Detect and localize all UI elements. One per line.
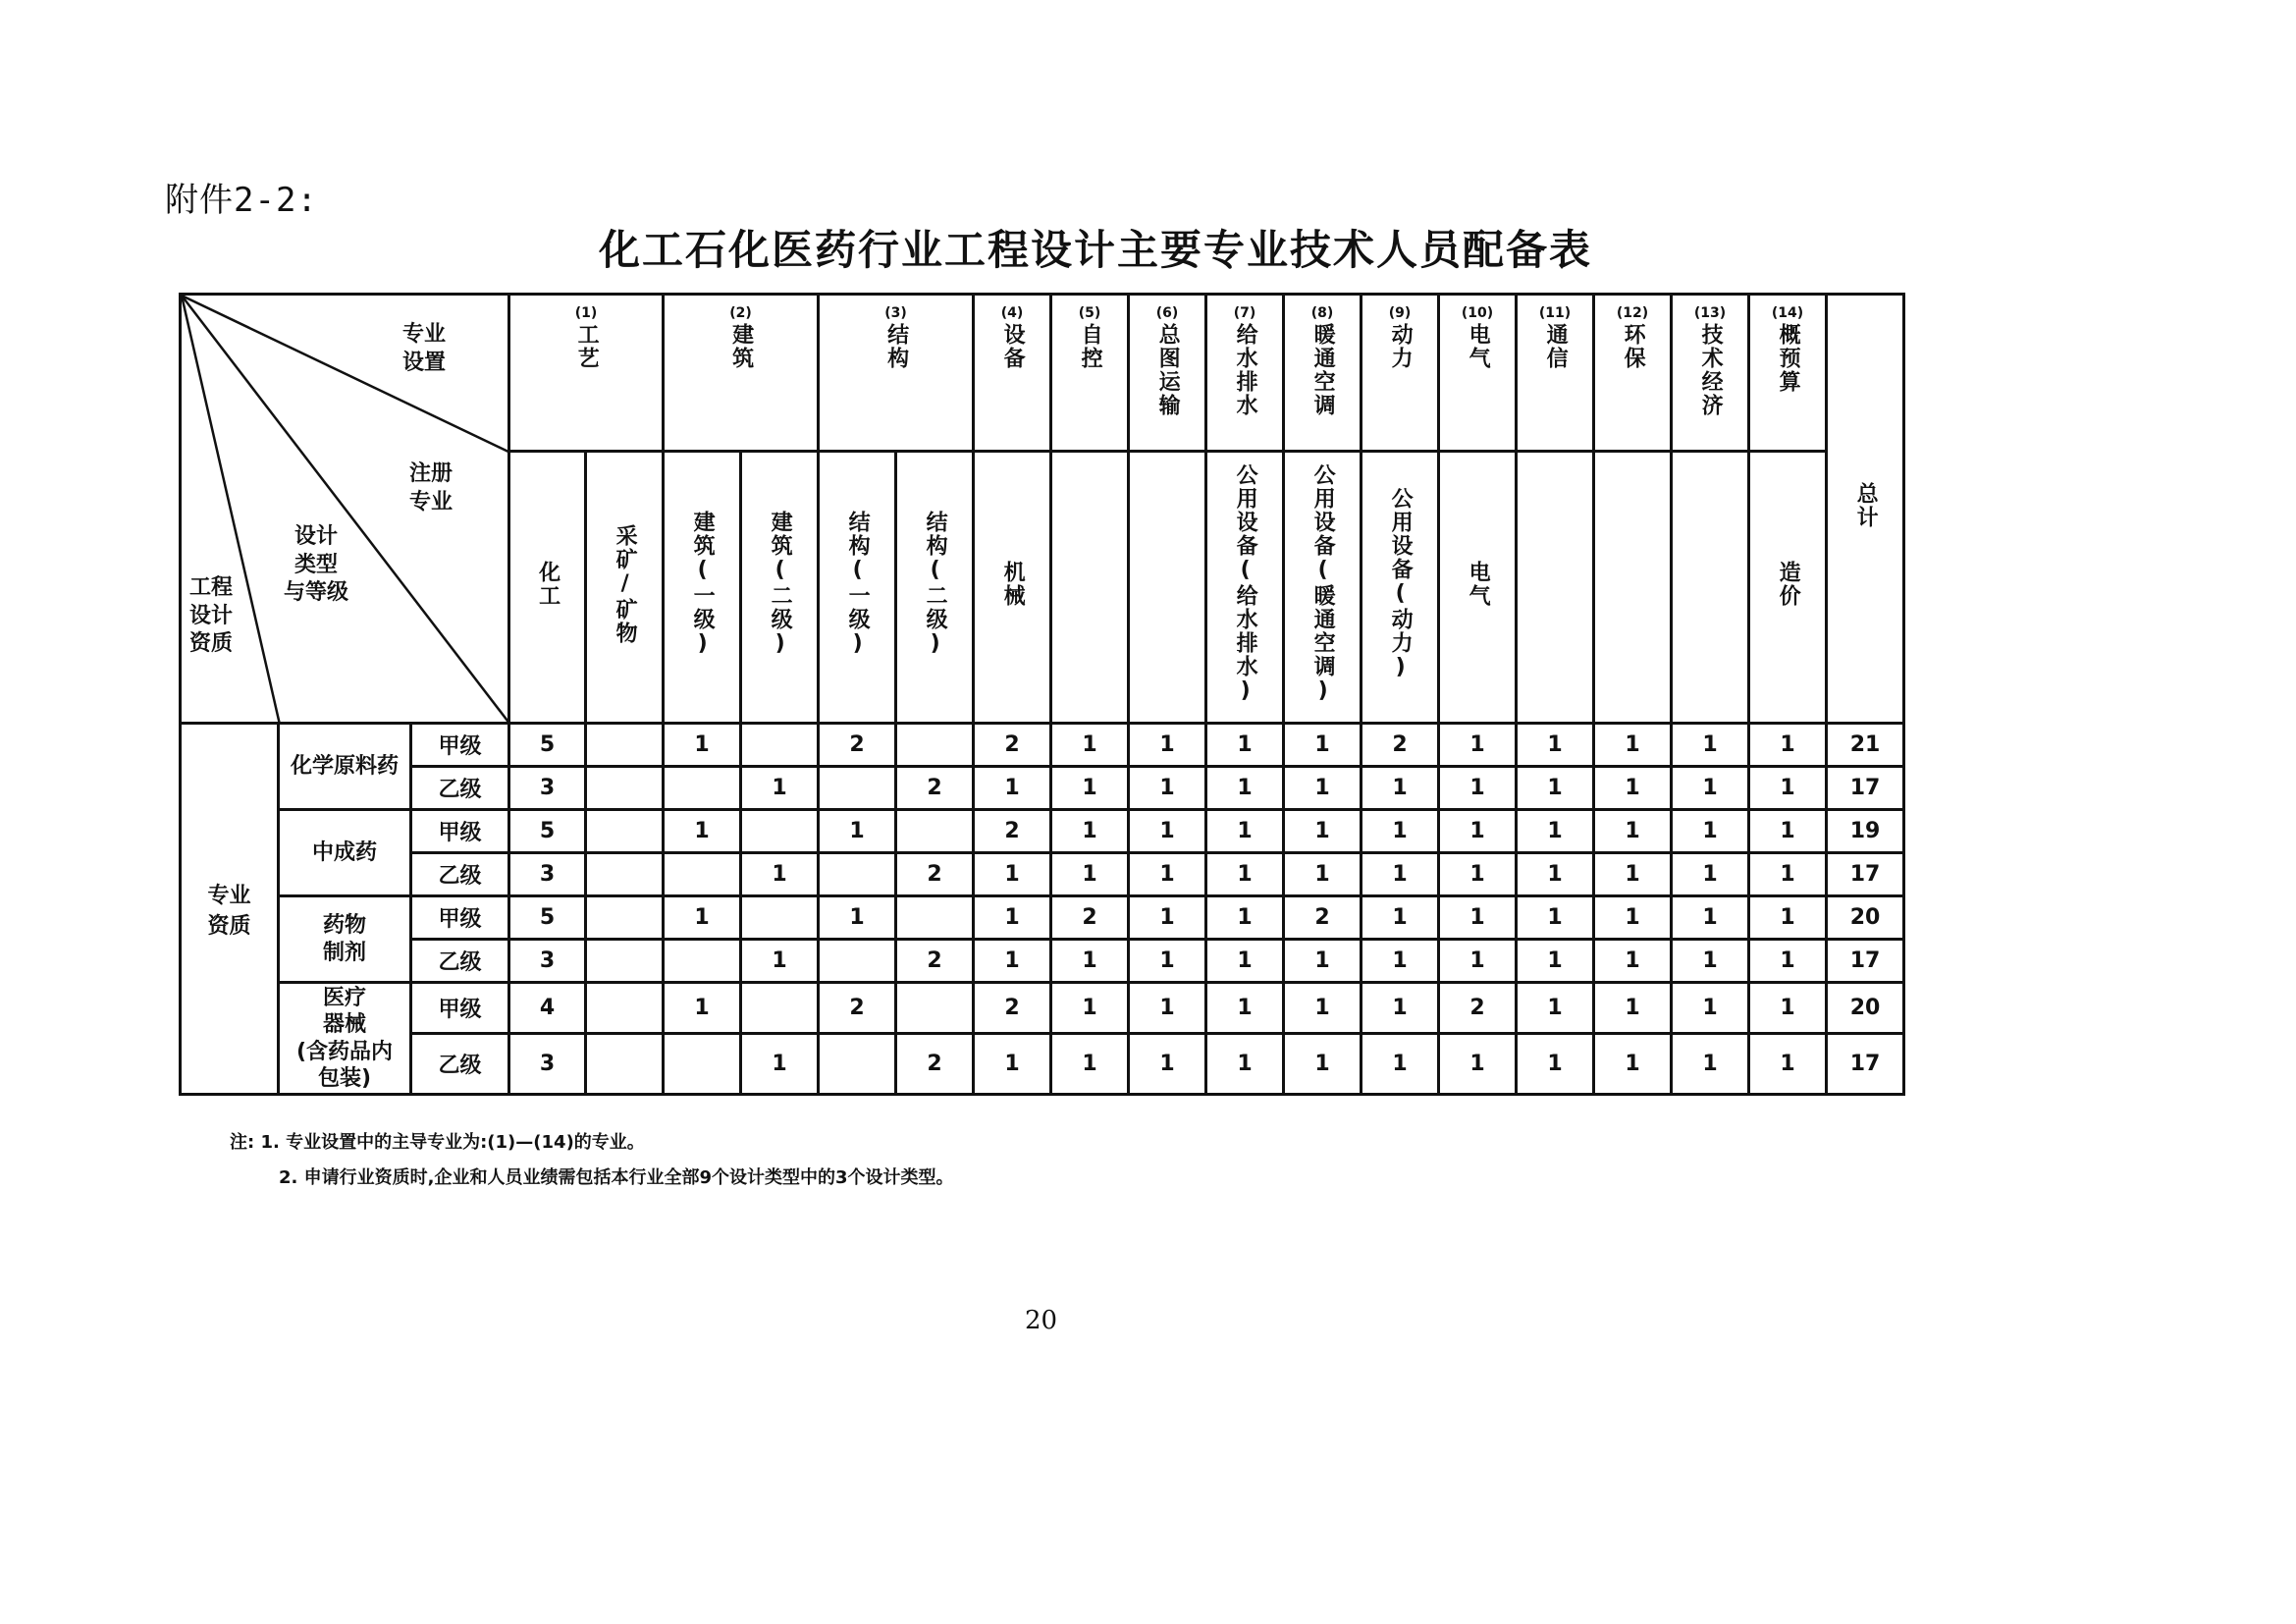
- table-row: [181, 1034, 1904, 1095]
- value-cell: 1: [1206, 940, 1284, 983]
- registered-header-15: [1594, 452, 1672, 724]
- specialty-name: 概预算: [1776, 323, 1801, 394]
- value-cell: 1: [1594, 853, 1672, 896]
- value-cell: 5: [509, 896, 586, 940]
- value-cell: 1: [974, 896, 1051, 940]
- registered-header-4: 建筑(二级): [741, 452, 819, 724]
- value-cell: 2: [974, 983, 1051, 1034]
- table-row: [181, 853, 1904, 896]
- specialty-header-4: [974, 295, 1051, 452]
- value-cell: [741, 810, 819, 853]
- value-cell: 1: [1672, 940, 1749, 983]
- value-cell: 3: [509, 940, 586, 983]
- value-cell: 5: [509, 724, 586, 767]
- grade-cell: 甲级: [411, 724, 509, 767]
- label-specialty-setting: 专业 设置: [402, 322, 447, 375]
- value-cell: 1: [1749, 853, 1827, 896]
- total-header: 总计: [1827, 295, 1904, 724]
- value-cell: 1: [1206, 810, 1284, 853]
- specialty-number: (8): [1310, 305, 1334, 321]
- label-engineering-design-qualification: 工程 设计 资质: [189, 575, 234, 657]
- value-cell: 1: [1594, 724, 1672, 767]
- value-cell: [819, 1034, 896, 1095]
- grade-cell: 甲级: [411, 810, 509, 853]
- registered-header-3: 建筑(一级): [664, 452, 741, 724]
- specialty-header-8: [1284, 295, 1362, 452]
- value-cell: 2: [974, 724, 1051, 767]
- value-cell: 2: [1051, 896, 1129, 940]
- specialty-name: 环保: [1621, 323, 1646, 370]
- registered-header-10: 公用设备(给水排水): [1206, 452, 1284, 724]
- value-cell: 1: [1594, 940, 1672, 983]
- specialty-number: (2): [729, 305, 752, 321]
- value-cell: [664, 1034, 741, 1095]
- specialty-header-11: [1517, 295, 1594, 452]
- specialty-header-1: [509, 295, 664, 452]
- notes: [230, 1125, 954, 1196]
- specialty-header-9: [1362, 295, 1439, 452]
- registered-header-16: [1672, 452, 1749, 724]
- value-cell: [586, 1034, 664, 1095]
- value-cell: 1: [1594, 767, 1672, 810]
- grade-cell: 乙级: [411, 1034, 509, 1095]
- specialty-number: (4): [1000, 305, 1024, 321]
- total-cell: 21: [1827, 724, 1904, 767]
- value-cell: 4: [509, 983, 586, 1034]
- value-cell: 1: [1362, 853, 1439, 896]
- page-number: 20: [1025, 1306, 1058, 1335]
- value-cell: 1: [664, 983, 741, 1034]
- table-row: [181, 896, 1904, 940]
- value-cell: 1: [1672, 853, 1749, 896]
- value-cell: 1: [1672, 810, 1749, 853]
- attachment-label: 附件2-2:: [165, 181, 318, 220]
- registered-header-17: 造价: [1749, 452, 1827, 724]
- value-cell: 2: [896, 1034, 974, 1095]
- value-cell: [664, 767, 741, 810]
- specialty-header-2: [664, 295, 819, 452]
- value-cell: 1: [1439, 940, 1517, 983]
- value-cell: 1: [1517, 767, 1594, 810]
- value-cell: 1: [1749, 983, 1827, 1034]
- value-cell: [586, 767, 664, 810]
- value-cell: [741, 983, 819, 1034]
- specialty-name: 结构: [883, 323, 909, 370]
- value-cell: 1: [1284, 853, 1362, 896]
- specialty-name: 电气: [1466, 323, 1491, 370]
- design-type-cell: 医疗 器械 (含药品内 包装): [279, 983, 411, 1095]
- value-cell: [896, 810, 974, 853]
- value-cell: 1: [1439, 767, 1517, 810]
- total-cell: 17: [1827, 853, 1904, 896]
- value-cell: 1: [1362, 940, 1439, 983]
- registered-header-14: [1517, 452, 1594, 724]
- table-row: [181, 940, 1904, 983]
- registered-header-9: [1129, 452, 1206, 724]
- grade-cell: 乙级: [411, 940, 509, 983]
- specialty-number: (11): [1538, 305, 1572, 321]
- total-cell: 17: [1827, 940, 1904, 983]
- specialty-name: 建筑: [728, 323, 754, 370]
- value-cell: 1: [974, 767, 1051, 810]
- specialty-number: (5): [1078, 305, 1101, 321]
- specialty-number: (9): [1388, 305, 1412, 321]
- value-cell: 1: [1594, 1034, 1672, 1095]
- value-cell: 1: [1749, 940, 1827, 983]
- specialty-name: 动力: [1388, 323, 1414, 370]
- value-cell: [586, 896, 664, 940]
- table-row: [181, 724, 1904, 767]
- value-cell: [664, 853, 741, 896]
- value-cell: 1: [1749, 724, 1827, 767]
- value-cell: 1: [1129, 767, 1206, 810]
- specialty-header-7: [1206, 295, 1284, 452]
- value-cell: 1: [1129, 853, 1206, 896]
- value-cell: 1: [1672, 767, 1749, 810]
- value-cell: 2: [974, 810, 1051, 853]
- value-cell: 1: [1517, 940, 1594, 983]
- specialty-number: (6): [1155, 305, 1179, 321]
- value-cell: 1: [1206, 896, 1284, 940]
- value-cell: 1: [1129, 810, 1206, 853]
- value-cell: 1: [1051, 724, 1129, 767]
- note-line-2: 2. 申请行业资质时,企业和人员业绩需包括本行业全部9个设计类型中的3个设计类型。: [279, 1167, 954, 1188]
- value-cell: [586, 940, 664, 983]
- value-cell: 3: [509, 853, 586, 896]
- total-cell: 17: [1827, 1034, 1904, 1095]
- value-cell: 1: [1284, 983, 1362, 1034]
- specialty-name: 技术经济: [1698, 323, 1724, 417]
- value-cell: 1: [664, 896, 741, 940]
- value-cell: 1: [1749, 767, 1827, 810]
- value-cell: 1: [1284, 810, 1362, 853]
- specialty-name: 通信: [1543, 323, 1569, 370]
- total-cell: 17: [1827, 767, 1904, 810]
- value-cell: 1: [1129, 724, 1206, 767]
- design-type-cell: 中成药: [279, 810, 411, 896]
- registered-header-6: 结构(二级): [896, 452, 974, 724]
- diagonal-lines: [182, 296, 510, 725]
- specialty-name: 设备: [1000, 323, 1026, 370]
- value-cell: 5: [509, 810, 586, 853]
- table-row: [181, 983, 1904, 1034]
- value-cell: 1: [1439, 896, 1517, 940]
- value-cell: 1: [1362, 767, 1439, 810]
- value-cell: [586, 724, 664, 767]
- value-cell: 1: [1749, 896, 1827, 940]
- specialty-header-10: [1439, 295, 1517, 452]
- value-cell: 1: [1439, 810, 1517, 853]
- value-cell: 1: [1672, 1034, 1749, 1095]
- value-cell: [819, 940, 896, 983]
- value-cell: 2: [896, 767, 974, 810]
- value-cell: 1: [1129, 940, 1206, 983]
- value-cell: 1: [1594, 810, 1672, 853]
- value-cell: 1: [1284, 724, 1362, 767]
- registered-header-11: 公用设备(暖通空调): [1284, 452, 1362, 724]
- value-cell: 1: [1672, 983, 1749, 1034]
- value-cell: 3: [509, 1034, 586, 1095]
- header-diagonal-cell: [181, 295, 509, 724]
- value-cell: 1: [1051, 853, 1129, 896]
- registered-header-5: 结构(一级): [819, 452, 896, 724]
- value-cell: 1: [1284, 767, 1362, 810]
- specialty-header-13: [1672, 295, 1749, 452]
- value-cell: 1: [1206, 983, 1284, 1034]
- value-cell: 1: [1439, 1034, 1517, 1095]
- specialty-number: (1): [574, 305, 598, 321]
- qualification-cell: 专业 资质: [181, 724, 279, 1095]
- specialty-header-5: [1051, 295, 1129, 452]
- value-cell: 1: [1517, 853, 1594, 896]
- design-type-cell: 化学原料药: [279, 724, 411, 810]
- note-line-1: 注: 1. 专业设置中的主导专业为:(1)—(14)的专业。: [230, 1132, 645, 1153]
- value-cell: 1: [741, 853, 819, 896]
- value-cell: [896, 983, 974, 1034]
- value-cell: 1: [1517, 810, 1594, 853]
- value-cell: 2: [1439, 983, 1517, 1034]
- total-cell: 19: [1827, 810, 1904, 853]
- value-cell: 1: [1051, 1034, 1129, 1095]
- value-cell: [819, 853, 896, 896]
- page-title: 化工石化医药行业工程设计主要专业技术人员配备表: [599, 226, 1593, 274]
- value-cell: 1: [1129, 1034, 1206, 1095]
- value-cell: 1: [1439, 724, 1517, 767]
- table-row: [181, 767, 1904, 810]
- value-cell: 1: [1051, 810, 1129, 853]
- value-cell: [741, 724, 819, 767]
- value-cell: [586, 810, 664, 853]
- value-cell: 1: [741, 767, 819, 810]
- value-cell: 1: [741, 940, 819, 983]
- registered-header-12: 公用设备(动力): [1362, 452, 1439, 724]
- value-cell: 1: [1517, 1034, 1594, 1095]
- specialty-name: 工艺: [574, 323, 600, 370]
- total-cell: 20: [1827, 983, 1904, 1034]
- specialty-number: (3): [884, 305, 907, 321]
- value-cell: [586, 983, 664, 1034]
- value-cell: [741, 896, 819, 940]
- grade-cell: 乙级: [411, 853, 509, 896]
- value-cell: 2: [896, 940, 974, 983]
- value-cell: 1: [1284, 1034, 1362, 1095]
- specialty-number: (7): [1233, 305, 1256, 321]
- value-cell: 1: [1051, 767, 1129, 810]
- value-cell: [896, 896, 974, 940]
- value-cell: 1: [664, 724, 741, 767]
- label-design-type-grade: 设计 类型 与等级: [284, 524, 349, 606]
- value-cell: 1: [1051, 983, 1129, 1034]
- staffing-table: [179, 293, 1905, 1096]
- value-cell: 1: [741, 1034, 819, 1095]
- value-cell: 1: [664, 810, 741, 853]
- registered-header-2: 采矿/矿物: [586, 452, 664, 724]
- value-cell: [896, 724, 974, 767]
- value-cell: 1: [819, 810, 896, 853]
- value-cell: 1: [1362, 983, 1439, 1034]
- specialty-header-6: [1129, 295, 1206, 452]
- value-cell: 1: [1439, 853, 1517, 896]
- grade-cell: 乙级: [411, 767, 509, 810]
- value-cell: [586, 853, 664, 896]
- value-cell: 1: [1362, 1034, 1439, 1095]
- specialty-name: 总图运输: [1155, 323, 1181, 417]
- value-cell: 1: [1672, 896, 1749, 940]
- value-cell: 1: [819, 896, 896, 940]
- value-cell: 1: [1206, 767, 1284, 810]
- design-type-cell: 药物 制剂: [279, 896, 411, 983]
- specialty-number: (10): [1461, 305, 1494, 321]
- value-cell: 1: [1129, 896, 1206, 940]
- value-cell: 2: [1284, 896, 1362, 940]
- table-row: [181, 810, 1904, 853]
- value-cell: 1: [1517, 896, 1594, 940]
- specialty-header-3: [819, 295, 974, 452]
- value-cell: 1: [1206, 853, 1284, 896]
- value-cell: 1: [1206, 724, 1284, 767]
- value-cell: [819, 767, 896, 810]
- note-label: 注:: [230, 1132, 255, 1153]
- value-cell: 1: [1051, 940, 1129, 983]
- value-cell: 1: [1749, 1034, 1827, 1095]
- value-cell: 1: [1594, 983, 1672, 1034]
- value-cell: 2: [819, 724, 896, 767]
- grade-cell: 甲级: [411, 896, 509, 940]
- specialty-name: 自控: [1078, 323, 1103, 370]
- value-cell: 2: [819, 983, 896, 1034]
- value-cell: [664, 940, 741, 983]
- registered-header-7: 机械: [974, 452, 1051, 724]
- value-cell: 1: [1517, 983, 1594, 1034]
- value-cell: 2: [896, 853, 974, 896]
- registered-header-8: [1051, 452, 1129, 724]
- value-cell: 1: [1284, 940, 1362, 983]
- registered-header-13: 电气: [1439, 452, 1517, 724]
- value-cell: 1: [1206, 1034, 1284, 1095]
- value-cell: 2: [1362, 724, 1439, 767]
- specialty-number: (14): [1771, 305, 1804, 321]
- specialty-number: (12): [1616, 305, 1649, 321]
- specialty-header-14: [1749, 295, 1827, 452]
- specialty-header-12: [1594, 295, 1672, 452]
- registered-header-1: 化工: [509, 452, 586, 724]
- value-cell: 1: [974, 853, 1051, 896]
- value-cell: 3: [509, 767, 586, 810]
- value-cell: 1: [974, 940, 1051, 983]
- grade-cell: 甲级: [411, 983, 509, 1034]
- value-cell: 1: [974, 1034, 1051, 1095]
- value-cell: 1: [1672, 724, 1749, 767]
- specialty-number: (13): [1693, 305, 1727, 321]
- specialty-name: 给水排水: [1233, 323, 1258, 417]
- value-cell: 1: [1749, 810, 1827, 853]
- specialty-name: 暖通空调: [1310, 323, 1336, 417]
- value-cell: 1: [1362, 810, 1439, 853]
- value-cell: 1: [1362, 896, 1439, 940]
- total-cell: 20: [1827, 896, 1904, 940]
- label-registered-specialty: 注册 专业: [409, 461, 454, 514]
- value-cell: 1: [1129, 983, 1206, 1034]
- value-cell: 1: [1517, 724, 1594, 767]
- value-cell: 1: [1594, 896, 1672, 940]
